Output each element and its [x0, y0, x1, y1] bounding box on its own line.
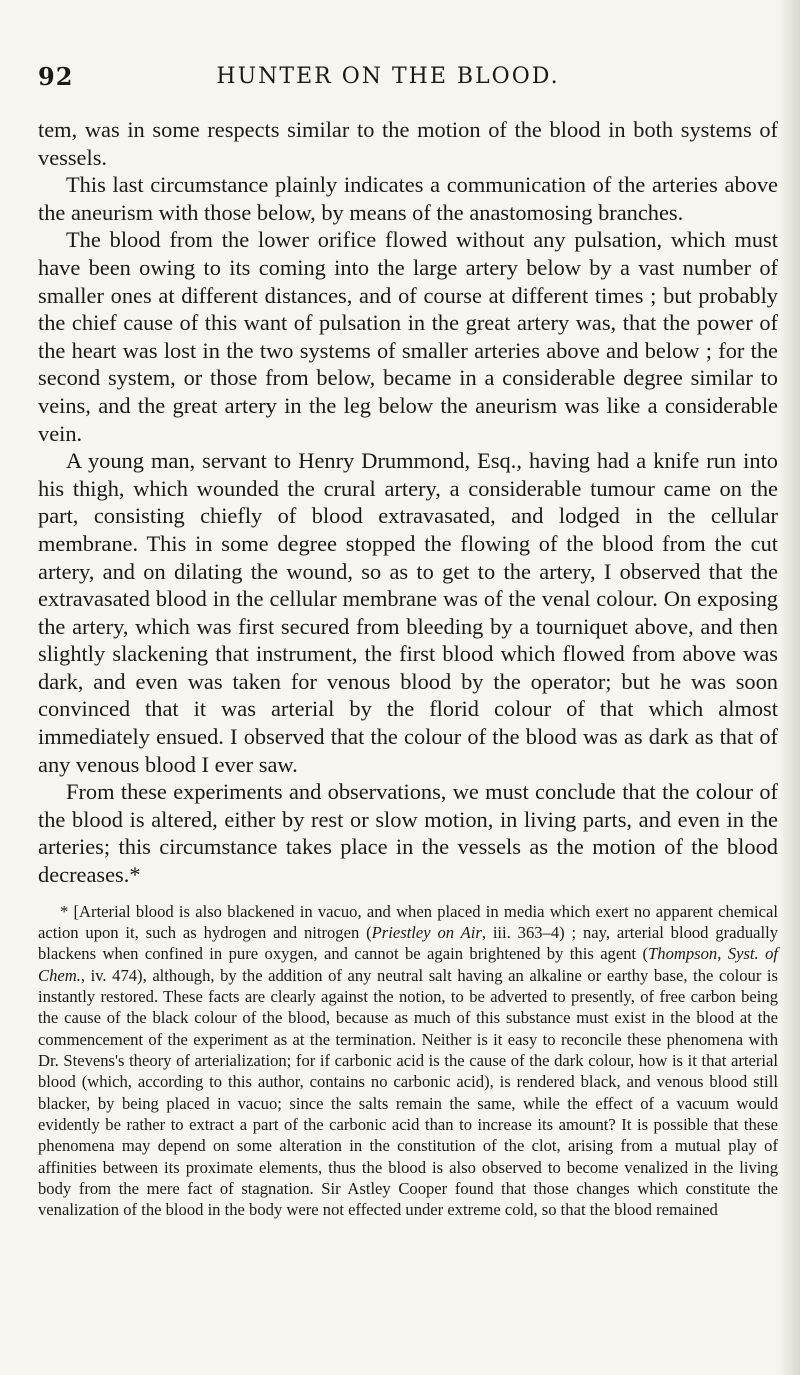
page-gutter-shadow: [778, 0, 800, 1375]
footnote-segment: * [Arterial blood is also blackened in vacuo, and when placed in media which exert no apparent chemical action upon it, such as hydrogen and nitrogen (: [38, 901, 778, 942]
footnote: [38, 901, 778, 1221]
page-header: [38, 58, 778, 102]
footnote-segment: , iv. 474), although, by the addition of any neutral salt having an alkaline or earthy base, the colour is instantly restored. These facts are clearly against the notion, to be adverted to presently, of free carbon being the cause of the black colour of the blood, because as much of this substance must exist in the blood at the commencement of the experiment as at the termination. Neither is it easy to reconcile these phenomena with Dr. Stevens's theory of arterialization; for if carbonic acid is the cause of the dark colour, how is it that arterial blood (which, according to this author, contains no carbonic acid), is rendered black, and venous blood still blacker, by being placed in vacuo; since the salts remain the same, while the effect of a vacuum would evidently be rather to extract a part of the carbonic acid than to increase its amount? It is possible that these phenomena may depend on some alteration in the constitution of the clot, arising from a mutual play of affinities between its proximate elements, thus the blood is also observed to become venalized in the living body from the mere fact of stagnation. Sir Astley Cooper found that those changes which constitute the venalization of the blood in the body were not effected under extreme cold, so that the blood remained: [38, 965, 778, 1220]
running-title: HUNTER ON THE BLOOD.: [216, 64, 560, 89]
paragraph: From these experiments and observations, we must conclude that the colour of the blood is altered, either by rest or slow motion, in living parts, and even in the arteries; this circumstance takes place in the vessels as the motion of the blood decreases.*: [38, 779, 778, 888]
paragraph-continued: tem, was in some respects similar to the motion of the blood in both systems of vessels.: [38, 117, 778, 170]
citation-priestley: Priestley on Air: [371, 922, 482, 942]
citation-thompson: Thompson, Syst. of Chem.: [38, 944, 779, 985]
body-text: [38, 116, 778, 889]
paragraph: This last circumstance plainly indicates a communication of the arteries above the aneurism with those below, by means of the anastomosing branches.: [38, 172, 778, 225]
footnote-text: [38, 901, 778, 1221]
paragraph: The blood from the lower orifice flowed without any pulsation, which must have been owing to its coming into the large artery below by a vast number of smaller ones at different distances, and of course at different times ; but probably the chief cause of this want of pulsation in the great artery was, that the power of the heart was lost in the two systems of smaller arteries above and below ; for the second system, or those from below, became in a considerable degree similar to veins, and the great artery in the leg below the aneurism was like a considerable vein.: [38, 227, 778, 446]
paragraph: A young man, servant to Henry Drummond, Esq., having had a knife run into his thigh, which wounded the crural artery, a considerable tumour came on the part, consisting chiefly of blood extravasated, and lodged in the cellular membrane. This in some degree stopped the flowing of the blood from the cut artery, and on dilating the wound, so as to get to the artery, I observed that the extravasated blood in the cellular membrane was of the venal colour. On exposing the artery, which was first secured from bleeding by a tourniquet above, and then slightly slackening that instrument, the first blood which flowed from above was dark, and even was taken for venous blood by the operator; but he was soon convinced that it was arterial by the florid colour of that which almost immediately ensued. I observed that the colour of the blood was as dark as that of any venous blood I ever saw.: [38, 448, 778, 777]
footnote-segment: , iii. 363–4) ; nay, arterial blood gradually blackens when confined in pure oxygen, and cannot be again brightened by this agent (: [38, 922, 778, 964]
page-number: 92: [38, 62, 74, 91]
